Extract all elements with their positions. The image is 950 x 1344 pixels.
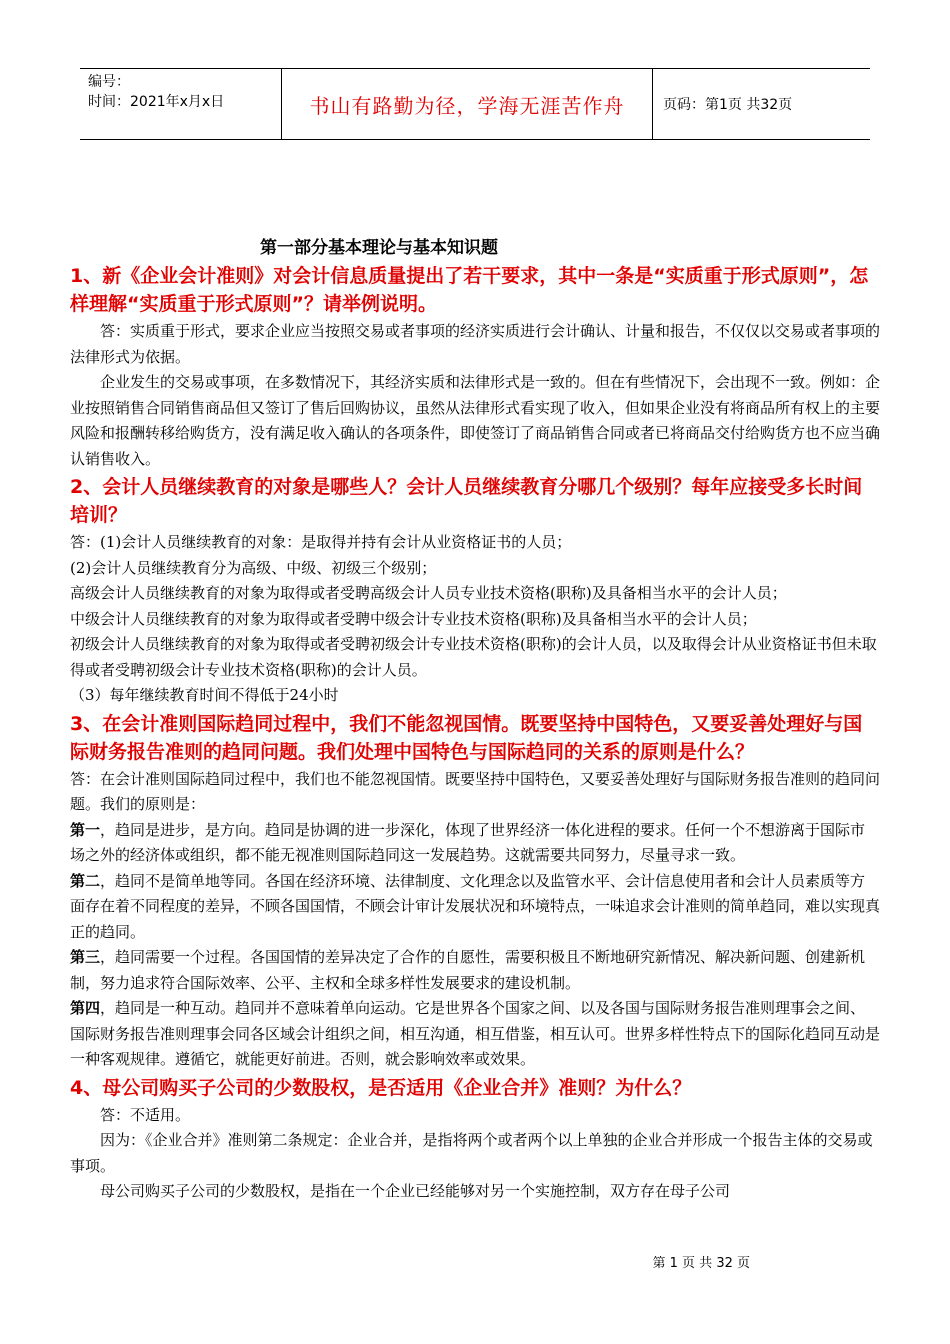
- point-text: ，趋同是进步，是方向。趋同是协调的进一步深化，体现了世界经济一体化进程的要求。任何一个不想游离于国际市场之外的经济体或组织，都不能无视准则国际趋同这一发展趋势。这就需要共同努力，尽量寻求一致。: [70, 820, 866, 864]
- question-1: 1、新《企业会计准则》对会计信息质量提出了若干要求，其中一条是“实质重于形式原则”，怎样理解“实质重于形式原则”？请举例说明。: [70, 265, 869, 315]
- answer-2-line-2: (2)会计人员继续教育分为高级、中级、初级三个级别；: [70, 558, 437, 577]
- answer-2-line-5: 初级会计人员继续教育的对象为取得或者受聘初级会计专业技术资格(职称)的会计人员，以及取得会计从业资格证书但未取得或者受聘初级会计专业技术资格(职称)的会计人员。: [70, 635, 877, 679]
- date-line: 时间：2021年x月x日: [88, 94, 225, 110]
- answer-2-line-4: 中级会计人员继续教育的对象为取得或者受聘中级会计专业技术资格(职称)及具备相当水平的会计人员；: [70, 609, 757, 628]
- answer-1-paragraph-1: 答：实质重于形式，要求企业应当按照交易或者事项的经济实质进行会计确认、计量和报告，不仅仅以交易或者事项的法律形式为依据。: [70, 322, 881, 366]
- point-label: 第四: [70, 999, 101, 1017]
- answer-2-line-3: 高级会计人员继续教育的对象为取得或者受聘高级会计人员专业技术资格(职称)及具备相当水平的会计人员；: [70, 584, 787, 602]
- point-label: 第三: [70, 948, 101, 966]
- answer-4-paragraph-3: 母公司购买子公司的少数股权，是指在一个企业已经能够对另一个实施控制，双方存在母子公司: [100, 1182, 731, 1200]
- number-label: 编号：: [88, 74, 130, 90]
- document-header: [80, 68, 870, 140]
- question-4: 4、母公司购买子公司的少数股权，是否适用《企业合并》准则？为什么？: [70, 1076, 692, 1099]
- answer-4-paragraph-1: 答：不适用。: [100, 1105, 191, 1124]
- answer-4-paragraph-2: 因为：《企业合并》准则第二条规定：企业合并，是指将两个或者两个以上单独的企业合并形成一个报告主体的交易或事项。: [70, 1131, 873, 1175]
- question-3: 3、在会计准则国际趋同过程中，我们不能忽视国情。既要坚持中国特色，又要妥善处理好与国际财务报告准则的趋同问题。我们处理中国特色与国际趋同的关系的原则是什么？: [70, 712, 863, 763]
- answer-2-line-6: （3）每年继续教育时间不得低于24小时: [70, 686, 339, 704]
- question-2: 2、会计人员继续教育的对象是哪些人？会计人员继续教育分哪几个级别？每年应接受多长时间培训？: [70, 476, 863, 526]
- point-text: ，趋同需要一个过程。各国国情的差异决定了合作的自愿性，需要积极且不断地研究新情况、解决新问题、创建新机制，努力追求符合国际效率、公平、主权和全球多样性发展要求的建设机制。: [70, 948, 866, 992]
- page-footer: 第 1 页 共 32 页: [652, 1256, 750, 1271]
- answer-3-point-4: [70, 996, 880, 1073]
- header-page-info: 页码：第1页 共32页: [663, 97, 793, 113]
- point-label: 第一: [70, 820, 101, 839]
- point-label: 第二: [70, 871, 101, 890]
- answer-3-point-3: [70, 945, 880, 996]
- answer-3-intro: 答：在会计准则国际趋同过程中，我们也不能忽视国情。既要坚持中国特色，又要妥善处理好与国际财务报告准则的趋同问题。我们的原则是：: [70, 769, 881, 813]
- header-meta: [80, 69, 282, 139]
- point-text: ，趋同不是简单地等同。各国在经济环境、法律制度、文化理念以及监管水平、会计信息使用者和会计人员素质等方面存在着不同程度的差异，不顾各国国情，不顾会计审计发展状况和环境特点，一味追求会计准则的简单趋同，难以实现真正的趋同。: [70, 871, 881, 941]
- point-text: ，趋同是一种互动。趋同并不意味着单向运动。它是世界各个国家之间、以及各国与国际财务报告准则理事会之间、国际财务报告准则理事会同各区域会计组织之间，相互沟通，相互借鉴，相互认可。世界多样性特点下的国际化趋同互动是一种客观规律。遵循它，就能更好前进。否则，就会影响效率或效果。: [70, 999, 881, 1068]
- answer-1-paragraph-2: 企业发生的交易或事项，在多数情况下，其经济实质和法律形式是一致的。但在有些情况下，会出现不一致。例如：企业按照销售合同销售商品但又签订了售后回购协议，虽然从法律形式看实现了收入，但如果企业没有将商品所有权上的主要风险和报酬转移给购货方，没有满足收入确认的各项条件，即使签订了商品销售合同或者已将商品交付给购货方也不应当确认销售收入。: [70, 373, 881, 468]
- document-body: [70, 235, 880, 1205]
- answer-3-point-1: [70, 818, 880, 869]
- section-title: 第一部分基本理论与基本知识题: [260, 238, 498, 258]
- answer-2-line-1: 答：(1)会计人员继续教育的对象：是取得并持有会计从业资格证书的人员；: [70, 533, 572, 551]
- answer-3-point-2: [70, 869, 880, 946]
- header-motto: 书山有路勤为径，学海无涯苦作舟: [282, 69, 653, 139]
